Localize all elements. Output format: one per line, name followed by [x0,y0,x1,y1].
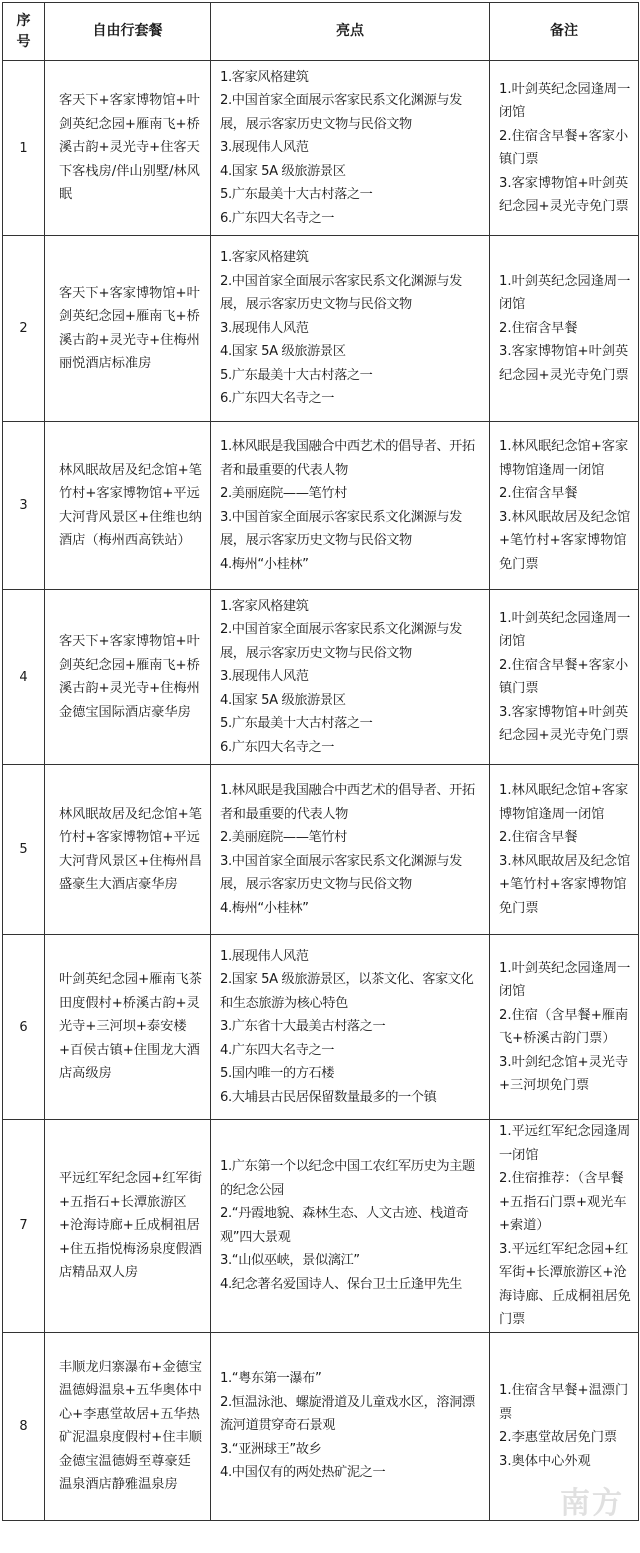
highlight-item: 4.国家 5A 级旅游景区 [220,344,346,360]
table-row [3,422,639,590]
note-item: 2.住宿含早餐 [499,486,578,501]
package-text: 叶剑英纪念园+雁南飞茶田度假村+桥溪古韵+灵光寺+三河坝+泰安楼+百侯古镇+住围龙大酒店高级房 [59,972,202,1082]
note-item: 1.林风眠纪念馆+客家博物馆逢周一闭馆 [499,439,629,478]
highlight-item: 5.国内唯一的方石楼 [220,1066,335,1082]
row-number: 1 [3,61,45,236]
highlight-item: 4.中国仅有的两处热矿泥之一 [220,1465,386,1481]
package-cell [45,1332,211,1520]
highlight-item: 2.中国首家全面展示客家民系文化渊源与发展，展示客家历史文物与民俗文物 [220,273,462,313]
highlights-cell [211,236,490,422]
notes-cell [490,422,639,590]
table-row [3,765,639,935]
note-item: 3.叶剑纪念馆+灵光寺+三河坝免门票 [499,1054,629,1093]
highlight-item: 1.展现伟人风范 [220,948,309,964]
note-item: 2.住宿含早餐 [499,830,578,845]
table-row [3,1120,639,1333]
row-number: 4 [3,590,45,765]
table-row [3,1332,639,1520]
highlights-cell [211,422,490,590]
row-number: 8 [3,1332,45,1520]
header-package: 自由行套餐 [45,3,211,61]
table-row [3,590,639,765]
highlight-item: 1.广东第一个以纪念中国工农红军历史为主题的纪念公园 [220,1159,475,1198]
row-number: 2 [3,236,45,422]
package-text: 林风眠故居及纪念馆+笔竹村+客家博物馆+平远大河背风景区+住梅州昌盛豪生大酒店豪华房 [59,806,202,892]
highlight-item: 1.林风眠是我国融合中西艺术的倡导者、开拓者和最重要的代表人物 [220,783,475,822]
note-item: 2.住宿（含早餐+雁南飞+桥溪古韵门票） [499,1007,629,1046]
watermark-logo: 南方 [560,1486,624,1521]
package-text: 客天下+客家博物馆+叶剑英纪念园+雁南飞+桥溪古韵+灵光寺+住梅州丽悦酒店标准房 [59,285,200,371]
notes-cell [490,1120,639,1333]
package-text: 客天下+客家博物馆+叶剑英纪念园+雁南飞+桥溪古韵+灵光寺+住客天下客栈房/伴山别墅/林风眠 [59,93,200,203]
package-cell [45,236,211,422]
highlights-cell [211,590,490,765]
highlight-item: 2.美丽庭院——笔竹村 [220,486,347,501]
notes-cell [490,61,639,236]
highlight-item: 5.广东最美十大古村落之一 [220,367,373,383]
package-cell [45,765,211,935]
note-item: 3.林风眠故居及纪念馆+笔竹村+客家博物馆免门票 [499,853,631,916]
package-cell [45,61,211,236]
note-item: 3.林风眠故居及纪念馆+笔竹村+客家博物馆免门票 [499,509,631,572]
highlight-item: 6.大埔县古民居保留数量最多的一个镇 [220,1089,437,1105]
highlight-item: 3.“山似巫峡，景似漓江” [220,1253,360,1269]
header-notes: 备注 [490,3,639,61]
highlight-item: 2.“丹霞地貌、森林生态、人文古迹、栈道奇观”四大景观 [220,1206,469,1245]
highlight-item: 4.梅州“小桂林” [220,900,309,916]
highlight-item: 3.展现伟人风范 [220,669,309,685]
note-item: 2.住宿含早餐+客家小镇门票 [499,657,629,696]
highlights-cell [211,1332,490,1520]
note-item: 3.平远红军纪念园+红军街+长潭旅游区+沧海诗廊、丘成桐祖居免门票 [499,1241,631,1327]
note-item: 3.客家博物馆+叶剑英纪念园+灵光寺免门票 [499,175,629,214]
row-number: 6 [3,935,45,1120]
note-item: 1.叶剑英纪念园逢周一闭馆 [499,610,631,649]
highlight-item: 3.展现伟人风范 [220,140,309,156]
note-item: 1.平远红军纪念园逢周一闭馆 [499,1124,631,1163]
highlight-item: 4.国家 5A 级旅游景区 [220,692,346,708]
package-text: 丰顺龙归寨瀑布+金德宝温德姆温泉+五华奥体中心+李惠堂故居+五华热矿泥温泉度假村+住丰顺金德宝温德姆至尊豪廷温泉酒店静雅温泉房 [59,1359,202,1492]
highlight-item: 4.纪念著名爱国诗人、保台卫士丘逢甲先生 [220,1276,462,1292]
package-cell [45,1120,211,1333]
row-number: 5 [3,765,45,935]
itinerary-table [2,2,639,1521]
notes-cell [490,236,639,422]
highlight-item: 1.“粤东第一瀑布” [220,1371,322,1387]
highlight-item: 2.中国首家全面展示客家民系文化渊源与发展，展示客家历史文物与民俗文物 [220,93,462,132]
package-cell [45,422,211,590]
header-highlights: 亮点 [211,3,490,61]
highlight-item: 5.广东最美十大古村落之一 [220,716,373,732]
notes-cell [490,935,639,1120]
highlight-item: 2.恒温泳池、螺旋滑道及儿童戏水区，溶洞漂流河道贯穿奇石景观 [220,1394,475,1434]
note-item: 1.住宿含早餐+温漂门票 [499,1383,629,1422]
package-cell [45,935,211,1120]
highlight-item: 1.客家风格建筑 [220,250,309,266]
header-row [3,3,639,61]
highlight-item: 6.广东四大名寺之一 [220,739,335,755]
highlight-item: 2.中国首家全面展示客家民系文化渊源与发展，展示客家历史文物与民俗文物 [220,622,462,661]
notes-cell [490,590,639,765]
note-item: 3.客家博物馆+叶剑英纪念园+灵光寺免门票 [499,344,629,383]
highlight-item: 5.广东最美十大古村落之一 [220,187,373,203]
highlight-item: 2.国家 5A 级旅游景区，以茶文化、客家文化和生态旅游为核心特色 [220,972,474,1011]
highlights-cell [211,1120,490,1333]
highlight-item: 6.广东四大名寺之一 [220,210,335,226]
package-cell [45,590,211,765]
note-item: 3.客家博物馆+叶剑英纪念园+灵光寺免门票 [499,704,629,743]
highlight-item: 4.梅州“小桂林” [220,556,309,572]
highlight-item: 1.林风眠是我国融合中西艺术的倡导者、开拓者和最重要的代表人物 [220,439,475,478]
highlights-cell [211,935,490,1120]
note-item: 3.奥体中心外观 [499,1453,591,1469]
highlight-item: 3.展现伟人风范 [220,320,309,336]
note-item: 1.林风眠纪念馆+客家博物馆逢周一闭馆 [499,783,629,822]
highlight-item: 3.广东省十大最美古村落之一 [220,1019,386,1035]
table-row [3,61,639,236]
note-item: 1.叶剑英纪念园逢周一闭馆 [499,960,631,999]
note-item: 2.住宿含早餐+客家小镇门票 [499,128,629,167]
highlight-item: 4.国家 5A 级旅游景区 [220,163,346,179]
notes-cell [490,765,639,935]
note-item: 2.住宿推荐：（含早餐+五指石门票+观光车+索道） [499,1171,627,1233]
table-body [3,61,639,1521]
highlight-item: 1.客家风格建筑 [220,598,309,614]
highlights-cell [211,61,490,236]
note-item: 2.住宿含早餐 [499,320,578,336]
package-text: 林风眠故居及纪念馆+笔竹村+客家博物馆+平远大河背风景区+住维也纳酒店（梅州西高铁站） [59,462,202,548]
package-text: 平远红军纪念园+红军街+五指石+长潭旅游区+沧海诗廊+丘成桐祖居+住五指悦梅汤泉度假酒店精品双人房 [59,1171,202,1280]
table-row [3,236,639,422]
highlight-item: 3.中国首家全面展示客家民系文化渊源与发展，展示客家历史文物与民俗文物 [220,853,462,892]
highlights-cell [211,765,490,935]
package-text: 客天下+客家博物馆+叶剑英纪念园+雁南飞+桥溪古韵+灵光寺+住梅州金德宝国际酒店豪华房 [59,634,200,720]
highlight-item: 1.客家风格建筑 [220,69,309,85]
table-row [3,935,639,1120]
highlight-item: 6.广东四大名寺之一 [220,391,335,407]
highlight-item: 2.美丽庭院——笔竹村 [220,830,347,845]
highlight-item: 3.“亚洲球王”故乡 [220,1441,322,1457]
highlight-item: 4.广东四大名寺之一 [220,1042,335,1058]
header-no: 序 号 [3,3,45,61]
note-item: 2.李惠堂故居免门票 [499,1430,618,1445]
highlight-item: 3.中国首家全面展示客家民系文化渊源与发展，展示客家历史文物与民俗文物 [220,509,462,548]
row-number: 7 [3,1120,45,1333]
note-item: 1.叶剑英纪念园逢周一闭馆 [499,81,631,120]
row-number: 3 [3,422,45,590]
note-item: 1.叶剑英纪念园逢周一闭馆 [499,273,631,313]
